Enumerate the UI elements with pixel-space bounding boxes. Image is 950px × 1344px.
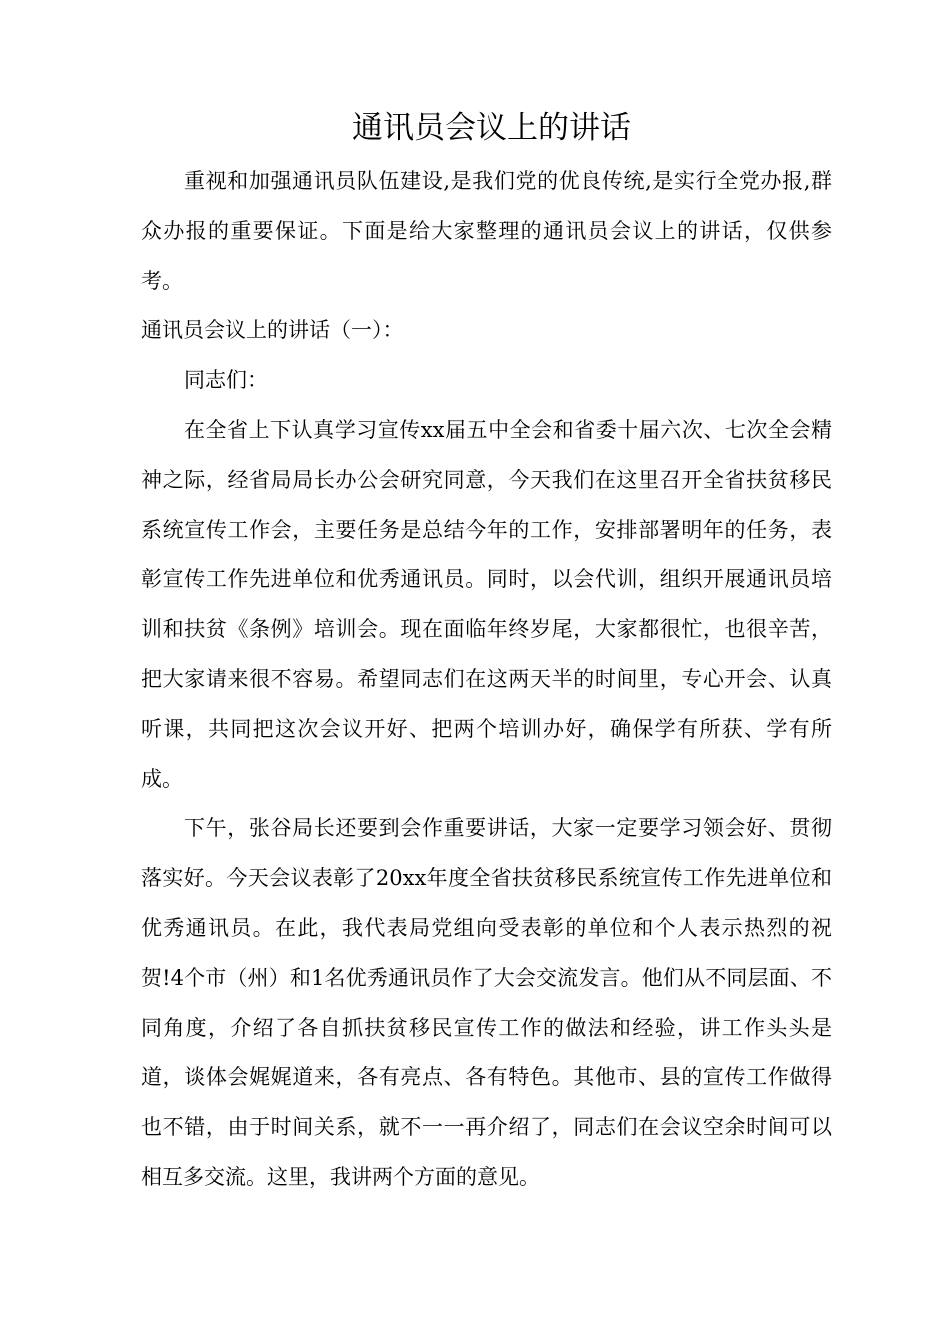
document-title: 通讯员会议上的讲话: [352, 110, 631, 146]
intro-paragraph: 重视和加强通讯员队伍建设,是我们党的优良传统,是实行全党办报,群众办报的重要保证。下面是给大家整理的通讯员会议上的讲话，仅供参考。: [141, 169, 832, 293]
salutation: 同志们：: [184, 368, 268, 393]
body-paragraph-2: 下午，张谷局长还要到会作重要讲话，大家一定要学习领会好、贯彻落实好。今天会议表彰了20xx年度全省扶贫移民系统宣传工作先进单位和优秀通讯员。在此，我代表局党组向受表彰的单位和个人表示热烈的祝贺!4个市（州）和1名优秀通讯员作了大会交流发言。他们从不同层面、不同角度，介绍了各自抓扶贫移民宣传工作的做法和经验，讲工作头头是道，谈体会娓娓道来，各有亮点、各有特色。其他市、县的宣传工作做得也不错，由于时间关系，就不一一再介绍了，同志们在会议空余时间可以相互多交流。这里，我讲两个方面的意见。: [141, 816, 832, 1189]
section-heading: 通讯员会议上的讲话（一）：: [141, 318, 404, 343]
body-paragraph-1: 在全省上下认真学习宣传xx届五中全会和省委十届六次、七次全会精神之际，经省局局长办公会研究同意，今天我们在这里召开全省扶贫移民系统宣传工作会，主要任务是总结今年的工作，安排部署明年的任务，表彰宣传工作先进单位和优秀通讯员。同时，以会代训，组织开展通讯员培训和扶贫《条例》培训会。现在面临年终岁尾，大家都很忙，也很辛苦，把大家请来很不容易。希望同志们在这两天半的时间里，专心开会、认真听课，共同把这次会议开好、把两个培训办好，确保学有所获、学有所成。: [141, 417, 832, 791]
